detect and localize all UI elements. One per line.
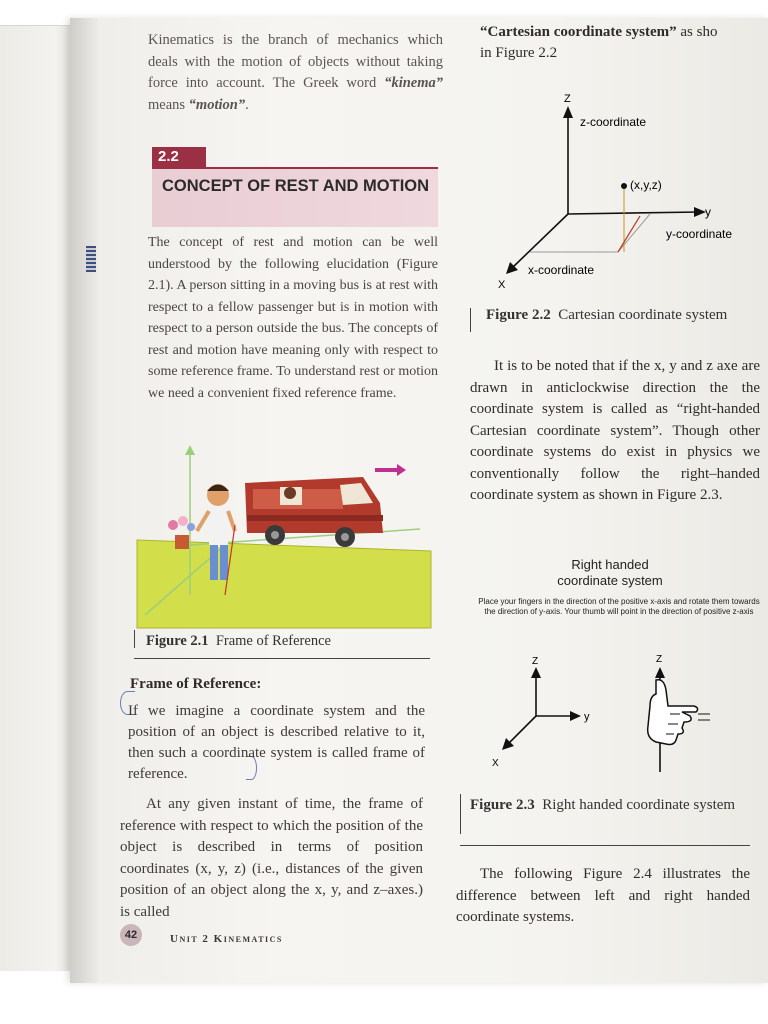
intro-text: Kinematics is the branch of mechanics which deals with the motion of objects without taking force into account. The Greek word: [148, 32, 443, 91]
point-label: (x,y,z): [630, 178, 662, 192]
cartesian-intro-rest: as sho: [676, 24, 718, 40]
figure-2-1-caption: [146, 633, 331, 650]
y-letter: y: [705, 205, 711, 219]
page-number-badge: 42: [120, 924, 142, 946]
figure-2-3-number: Figure 2.3: [470, 797, 535, 813]
cartesian-intro-quote: “Cartesian coordinate system”: [480, 24, 677, 40]
left-z-arrowhead: [531, 667, 541, 678]
frame-of-reference-heading: Frame of Reference:: [130, 676, 262, 692]
projection-to-x: [618, 214, 650, 252]
projection-red: [618, 216, 640, 252]
z-coordinate-label: z-coordinate: [580, 115, 647, 129]
x-letter: X: [498, 279, 506, 291]
bus-stripe: [247, 515, 383, 521]
figure-2-2-caption: [486, 307, 727, 324]
bus-hub-front: [341, 533, 349, 541]
hand-icon: [648, 680, 710, 745]
right-handed-instruction: Place your fingers in the direction of the positive x-axis and rotate them towards the direction of y-axis. Your thumb will point in the direction of positive z-axis: [478, 597, 760, 616]
intro-means: means: [148, 96, 189, 113]
figure-2-1-illustration: [135, 445, 435, 635]
figure-2-3-diagram: [470, 650, 750, 780]
z-letter: Z: [564, 93, 571, 105]
cartesian-intro-line2: in Figure 2.2: [480, 45, 558, 61]
right-z-letter: Z: [656, 654, 663, 665]
page-spine: [70, 18, 98, 983]
intro-paragraph: [148, 30, 443, 116]
figure-2-3-caption-bar: [460, 794, 461, 834]
passenger-head: [284, 487, 296, 499]
y-axis-arrowhead: [185, 445, 195, 455]
figure-2-1-caption-rule: [134, 658, 430, 659]
figure-2-3-caption: [470, 795, 740, 815]
right-handed-title: [520, 557, 700, 589]
figure-2-1-caption-text: Frame of Reference: [215, 633, 331, 649]
section-title: CONCEPT OF REST AND MOTION: [162, 177, 430, 195]
x-axis: [512, 214, 568, 268]
left-x-letter: X: [492, 758, 499, 769]
bookmark-ribbon: [86, 246, 96, 272]
figure-2-2-diagram: [490, 90, 760, 295]
motion-arrowhead: [397, 464, 406, 476]
left-y-letter: y: [584, 711, 590, 723]
z-axis-arrowhead: [563, 106, 573, 118]
y-axis: [568, 212, 700, 214]
following-paragraph: The following Figure 2.4 illustrates the difference between left and right handed coordinate systems.: [456, 866, 750, 925]
underlying-page: [0, 25, 78, 971]
left-x-axis: [508, 716, 536, 744]
frame-definition-paragraph: If we imagine a coordinate system and the position of an object is described relative to it, then such a coordinate system is called frame of reference.: [128, 703, 425, 782]
intro-motion: “motion”: [188, 96, 246, 113]
figure-2-1-number: Figure 2.1: [146, 633, 209, 649]
cartesian-intro: [480, 22, 768, 64]
left-z-letter: Z: [532, 656, 539, 667]
intro-end: .: [245, 96, 249, 113]
note-paragraph: It is to be noted that if the x, y and z axe are drawn in anticlockwise direction the the coordinate system is called as “right-handed Cartesian coordinate system”. Though other coordinate systems do exist in physics we conventionally follow the right–handed coordinate system as shown in Figure 2.3.: [470, 358, 760, 503]
figure-2-2-caption-text: Cartesian coordinate system: [558, 307, 728, 323]
figure-2-3-caption-rule: [460, 845, 750, 846]
rest-motion-paragraph: The concept of rest and motion can be well understood by the following elucidation (Figure 2.1). A person sitting in a moving bus is at rest with respect to a fellow passenger but is in motion with respect to a person outside the bus. The concepts of rest and motion have meaning only with respect to some reference frame. To understand rest or motion we need a convenient fixed reference frame.: [148, 235, 438, 401]
y-coordinate-label: y-coordinate: [666, 227, 733, 241]
right-handed-title-line1: Right handed: [571, 557, 649, 572]
left-y-arrowhead: [570, 711, 581, 721]
right-handed-title-line2: coordinate system: [557, 573, 663, 588]
x-coordinate-label: x-coordinate: [528, 263, 595, 277]
intro-kinema: “kinema”: [384, 75, 443, 91]
right-z-arrowhead: [655, 667, 665, 678]
section-number-badge: 2.2: [152, 147, 206, 167]
figure-2-1-caption-bar: [134, 630, 135, 648]
point-xyz: [621, 183, 627, 189]
unit-footer: Unit 2 Kinematics: [170, 933, 283, 945]
figure-2-2-caption-bar: [470, 308, 471, 332]
frame-description-paragraph: At any given instant of time, the frame of reference with respect to which the position of the object is described in terms of position coordinates (x, y, z) (i.e., distances of the given position of an object along the x, y, and z–axes.) is called: [120, 796, 423, 920]
figure-2-3-caption-text: Right handed coordinate system: [542, 797, 736, 813]
bus-hub-rear: [271, 531, 279, 539]
figure-2-2-number: Figure 2.2: [486, 307, 551, 323]
